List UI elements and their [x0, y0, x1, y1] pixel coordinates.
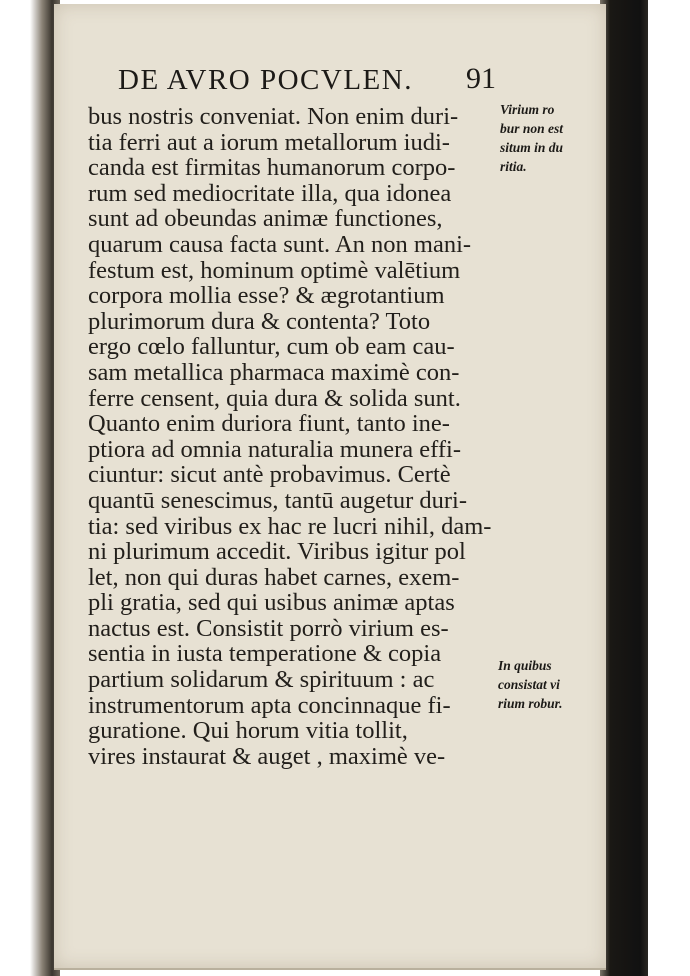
- text-line: pli gratia, sed qui usibus animæ aptas: [88, 589, 455, 617]
- text-line: tia: sed viribus ex hac re lucri nihil, dam-: [88, 512, 492, 540]
- text-line: festum est, hominum optimè valētium: [88, 256, 461, 284]
- text-line: sam metallica pharmaca maximè con-: [88, 358, 460, 386]
- book-binding-edge: [0, 0, 60, 976]
- text-line: quantū senescimus, tantū augetur duri-: [88, 486, 467, 514]
- text-line: plurimorum dura & contenta? Toto: [88, 307, 431, 335]
- margin-note-in-quibus: [498, 656, 594, 713]
- text-line: sunt ad obeundas animæ functiones,: [88, 205, 443, 233]
- text-line: vires instaurat & auget , maximè ve-: [88, 742, 446, 770]
- page-edge-shadow: [600, 0, 648, 976]
- margin-note-line: In quibus: [498, 658, 552, 673]
- text-line: ptiora ad omnia naturalia munera effi-: [88, 435, 462, 463]
- text-line: ergo cœlo falluntur, cum ob eam cau-: [88, 333, 455, 361]
- body-text: [88, 104, 500, 769]
- text-line: ni plurimum accedit. Viribus igitur pol: [88, 538, 466, 566]
- text-line: ciuntur: sicut antè probavimus. Certè: [88, 461, 451, 489]
- margin-note-line: situm in du: [500, 140, 564, 155]
- text-line: canda est firmitas humanorum corpo-: [88, 154, 456, 182]
- text-line: partium solidarum & spirituum : ac: [88, 666, 435, 694]
- text-line: ferre censent, quia dura & solida sunt.: [88, 384, 461, 412]
- text-line: rum sed mediocritate illa, qua idonea: [88, 179, 452, 207]
- text-line: sentia in iusta temperatione & copia: [88, 640, 442, 668]
- margin-note-line: Virium ro: [500, 102, 555, 117]
- text-line: tia ferri aut a iorum metallorum iudi-: [88, 128, 450, 156]
- text-line: guratione. Qui horum vitia tollit,: [88, 717, 408, 745]
- running-title: DE AVRO POCVLEN.: [118, 64, 413, 96]
- text-line: bus nostris conveniat. Non enim duri-: [88, 103, 459, 130]
- margin-note-line: bur non est: [500, 121, 564, 136]
- text-line: Quanto enim duriora fiunt, tanto ine-: [88, 410, 450, 438]
- margin-note-virium-robur: [500, 100, 596, 176]
- text-line: quarum causa facta sunt. An non mani-: [88, 230, 472, 258]
- margin-note-line: consistat vi: [498, 677, 560, 692]
- margin-note-line: ritia.: [500, 159, 527, 174]
- text-line: instrumentorum apta concinnaque fi-: [88, 691, 451, 719]
- page-number: 91: [466, 62, 496, 95]
- text-line: nactus est. Consistit porrò virium es-: [88, 614, 449, 642]
- text-line: corpora mollia esse? & ægrotantium: [88, 282, 445, 310]
- margin-note-line: rium robur.: [498, 696, 563, 711]
- text-line: let, non qui duras habet carnes, exem-: [88, 563, 460, 591]
